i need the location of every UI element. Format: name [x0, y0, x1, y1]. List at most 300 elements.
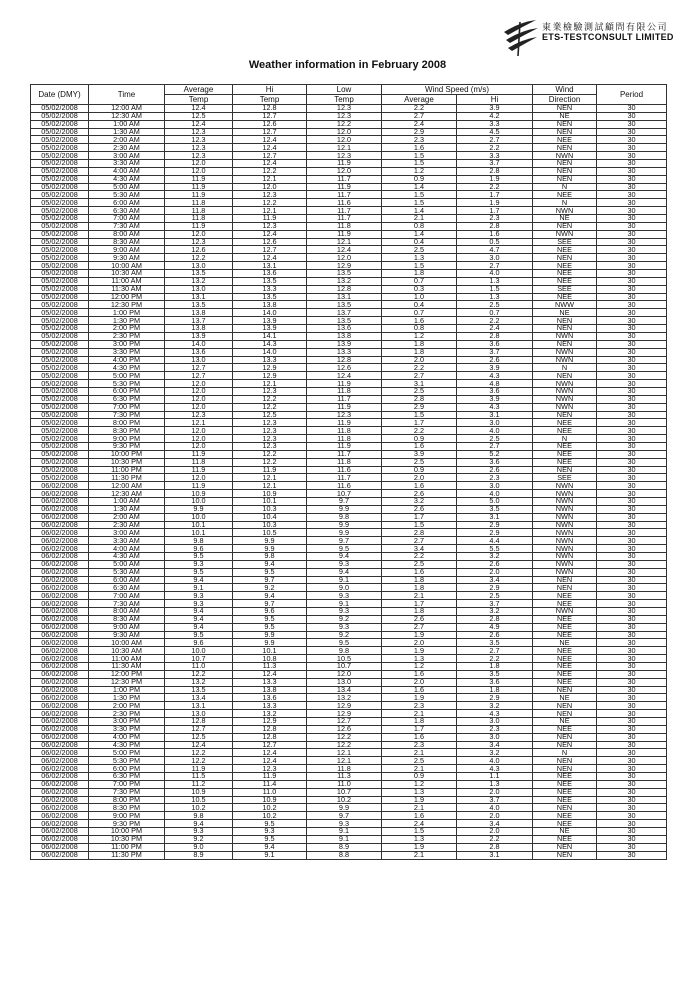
cell-period: 30 — [597, 277, 667, 285]
cell-low-temp: 12.2 — [307, 120, 382, 128]
table-row — [31, 293, 667, 301]
header-wind-direction-bottom: Direction — [533, 95, 597, 105]
cell-time: 12:00 PM — [89, 293, 165, 301]
cell-time: 3:30 AM — [89, 160, 165, 168]
cell-wind-speed-average: 1.5 — [382, 160, 457, 168]
cell-low-temp: 11.7 — [307, 450, 382, 458]
cell-low-temp: 12.3 — [307, 411, 382, 419]
cell-time: 10:00 PM — [89, 450, 165, 458]
cell-hi-temp: 13.8 — [233, 301, 307, 309]
cell-wind-direction: NEE — [533, 663, 597, 671]
cell-wind-direction: NEN — [533, 741, 597, 749]
table-row — [31, 592, 667, 600]
cell-average-temp: 13.1 — [165, 293, 233, 301]
cell-time: 3:30 PM — [89, 348, 165, 356]
cell-low-temp: 9.8 — [307, 647, 382, 655]
cell-wind-direction: NWN — [533, 545, 597, 553]
cell-period: 30 — [597, 332, 667, 340]
cell-low-temp: 9.1 — [307, 828, 382, 836]
cell-date: 05/02/2008 — [31, 395, 89, 403]
cell-time: 10:30 AM — [89, 270, 165, 278]
cell-time: 12:00 AM — [89, 482, 165, 490]
cell-hi-temp: 12.1 — [233, 482, 307, 490]
cell-hi-temp: 9.1 — [233, 851, 307, 859]
cell-hi-temp: 9.2 — [233, 584, 307, 592]
cell-wind-speed-hi: 2.9 — [457, 529, 533, 537]
table-row — [31, 199, 667, 207]
cell-low-temp: 9.5 — [307, 639, 382, 647]
cell-time: 2:00 PM — [89, 325, 165, 333]
cell-low-temp: 11.7 — [307, 215, 382, 223]
cell-low-temp: 11.3 — [307, 773, 382, 781]
cell-wind-speed-average: 2.7 — [382, 537, 457, 545]
cell-wind-speed-average: 2.5 — [382, 387, 457, 395]
cell-period: 30 — [597, 537, 667, 545]
table-row — [31, 435, 667, 443]
cell-low-temp: 11.9 — [307, 230, 382, 238]
cell-period: 30 — [597, 395, 667, 403]
cell-hi-temp: 14.3 — [233, 340, 307, 348]
cell-wind-speed-hi: 1.9 — [457, 199, 533, 207]
company-name-chinese: 東業檢驗測試顧問有限公司 — [542, 22, 669, 32]
cell-average-temp: 10.9 — [165, 788, 233, 796]
cell-average-temp: 11.9 — [165, 175, 233, 183]
cell-wind-speed-average: 1.3 — [382, 788, 457, 796]
cell-hi-temp: 12.9 — [233, 372, 307, 380]
cell-average-temp: 13.0 — [165, 285, 233, 293]
cell-period: 30 — [597, 490, 667, 498]
table-row — [31, 262, 667, 270]
cell-period: 30 — [597, 262, 667, 270]
header-low-temp-top: Low — [307, 85, 382, 95]
cell-low-temp: 11.7 — [307, 207, 382, 215]
cell-hi-temp: 9.5 — [233, 615, 307, 623]
cell-wind-direction: NEN — [533, 466, 597, 474]
cell-hi-temp: 14.0 — [233, 348, 307, 356]
table-row — [31, 136, 667, 144]
cell-wind-direction: NEN — [533, 144, 597, 152]
cell-low-temp: 10.7 — [307, 663, 382, 671]
cell-average-temp: 11.9 — [165, 222, 233, 230]
cell-wind-speed-average: 3.9 — [382, 450, 457, 458]
cell-wind-speed-hi: 2.7 — [457, 262, 533, 270]
cell-wind-speed-average: 1.5 — [382, 411, 457, 419]
cell-date: 06/02/2008 — [31, 576, 89, 584]
cell-hi-temp: 12.8 — [233, 725, 307, 733]
cell-average-temp: 12.0 — [165, 474, 233, 482]
cell-average-temp: 13.8 — [165, 325, 233, 333]
cell-low-temp: 10.7 — [307, 788, 382, 796]
table-row — [31, 694, 667, 702]
cell-low-temp: 8.8 — [307, 851, 382, 859]
cell-average-temp: 12.3 — [165, 136, 233, 144]
table-row — [31, 537, 667, 545]
cell-wind-speed-average: 1.7 — [382, 725, 457, 733]
cell-wind-direction: NEN — [533, 804, 597, 812]
cell-period: 30 — [597, 631, 667, 639]
cell-wind-direction: NWN — [533, 560, 597, 568]
cell-date: 05/02/2008 — [31, 262, 89, 270]
cell-wind-speed-average: 1.3 — [382, 254, 457, 262]
table-header — [31, 85, 667, 105]
cell-hi-temp: 9.8 — [233, 552, 307, 560]
cell-wind-direction: NEN — [533, 175, 597, 183]
cell-wind-speed-hi: 1.9 — [457, 175, 533, 183]
cell-hi-temp: 13.1 — [233, 262, 307, 270]
cell-wind-speed-hi: 2.8 — [457, 615, 533, 623]
cell-low-temp: 9.9 — [307, 529, 382, 537]
cell-low-temp: 12.9 — [307, 262, 382, 270]
cell-wind-speed-hi: 3.6 — [457, 387, 533, 395]
cell-time: 9:30 AM — [89, 254, 165, 262]
cell-time: 5:30 AM — [89, 568, 165, 576]
cell-wind-speed-average: 2.9 — [382, 403, 457, 411]
table-row — [31, 655, 667, 663]
cell-hi-temp: 9.5 — [233, 820, 307, 828]
cell-wind-speed-hi: 3.2 — [457, 702, 533, 710]
cell-low-temp: 9.3 — [307, 608, 382, 616]
cell-wind-direction: NWN — [533, 505, 597, 513]
cell-wind-speed-hi: 3.2 — [457, 608, 533, 616]
table-row — [31, 757, 667, 765]
cell-wind-direction: NEN — [533, 120, 597, 128]
cell-wind-speed-average: 1.5 — [382, 521, 457, 529]
cell-time: 2:30 PM — [89, 332, 165, 340]
cell-hi-temp: 11.9 — [233, 215, 307, 223]
cell-date: 06/02/2008 — [31, 749, 89, 757]
table-row — [31, 552, 667, 560]
table-row — [31, 458, 667, 466]
cell-average-temp: 12.7 — [165, 364, 233, 372]
cell-wind-direction: NEE — [533, 773, 597, 781]
cell-wind-speed-hi: 3.4 — [457, 741, 533, 749]
cell-wind-direction: NEE — [533, 270, 597, 278]
cell-low-temp: 11.8 — [307, 765, 382, 773]
cell-wind-speed-hi: 3.5 — [457, 505, 533, 513]
cell-period: 30 — [597, 293, 667, 301]
cell-hi-temp: 12.1 — [233, 207, 307, 215]
cell-wind-direction: NEE — [533, 835, 597, 843]
cell-time: 6:30 AM — [89, 584, 165, 592]
cell-wind-speed-hi: 3.2 — [457, 552, 533, 560]
cell-low-temp: 11.0 — [307, 780, 382, 788]
cell-wind-direction: NEE — [533, 419, 597, 427]
cell-wind-speed-average: 2.5 — [382, 458, 457, 466]
cell-date: 06/02/2008 — [31, 631, 89, 639]
cell-period: 30 — [597, 112, 667, 120]
cell-wind-speed-hi: 1.3 — [457, 277, 533, 285]
cell-hi-temp: 9.5 — [233, 568, 307, 576]
cell-wind-speed-average: 2.8 — [382, 395, 457, 403]
cell-low-temp: 13.7 — [307, 309, 382, 317]
cell-wind-speed-average: 0.3 — [382, 285, 457, 293]
cell-wind-speed-average: 1.8 — [382, 584, 457, 592]
cell-wind-speed-hi: 3.7 — [457, 600, 533, 608]
cell-date: 05/02/2008 — [31, 450, 89, 458]
header-wind-speed: Wind Speed (m/s) — [382, 85, 533, 95]
cell-average-temp: 11.8 — [165, 215, 233, 223]
cell-period: 30 — [597, 552, 667, 560]
cell-wind-speed-average: 2.5 — [382, 560, 457, 568]
table-row — [31, 325, 667, 333]
cell-average-temp: 12.7 — [165, 725, 233, 733]
cell-average-temp: 11.2 — [165, 780, 233, 788]
cell-hi-temp: 12.1 — [233, 175, 307, 183]
cell-wind-speed-hi: 2.8 — [457, 167, 533, 175]
cell-average-temp: 12.5 — [165, 112, 233, 120]
cell-average-temp: 12.8 — [165, 718, 233, 726]
cell-time: 9:30 PM — [89, 442, 165, 450]
cell-wind-speed-hi: 3.3 — [457, 120, 533, 128]
cell-period: 30 — [597, 788, 667, 796]
cell-average-temp: 9.3 — [165, 600, 233, 608]
cell-wind-direction: NE — [533, 112, 597, 120]
cell-date: 06/02/2008 — [31, 765, 89, 773]
cell-wind-speed-average: 1.7 — [382, 513, 457, 521]
cell-wind-speed-average: 1.2 — [382, 780, 457, 788]
cell-low-temp: 12.1 — [307, 238, 382, 246]
cell-period: 30 — [597, 270, 667, 278]
cell-average-temp: 10.5 — [165, 796, 233, 804]
cell-hi-temp: 9.5 — [233, 623, 307, 631]
cell-period: 30 — [597, 670, 667, 678]
cell-period: 30 — [597, 474, 667, 482]
cell-wind-direction: N — [533, 749, 597, 757]
cell-average-temp: 10.0 — [165, 497, 233, 505]
cell-date: 05/02/2008 — [31, 105, 89, 113]
cell-wind-speed-average: 2.0 — [382, 356, 457, 364]
table-row — [31, 670, 667, 678]
cell-wind-speed-average: 2.0 — [382, 639, 457, 647]
cell-wind-speed-average: 1.4 — [382, 183, 457, 191]
cell-hi-temp: 9.4 — [233, 843, 307, 851]
table-row — [31, 521, 667, 529]
table-row — [31, 702, 667, 710]
table-row — [31, 215, 667, 223]
cell-wind-speed-average: 1.9 — [382, 647, 457, 655]
table-row — [31, 144, 667, 152]
cell-low-temp: 11.6 — [307, 466, 382, 474]
cell-wind-speed-average: 3.2 — [382, 497, 457, 505]
cell-time: 5:30 PM — [89, 757, 165, 765]
cell-wind-speed-average: 1.6 — [382, 568, 457, 576]
cell-hi-temp: 9.5 — [233, 835, 307, 843]
cell-time: 7:30 AM — [89, 600, 165, 608]
cell-time: 9:30 PM — [89, 820, 165, 828]
cell-average-temp: 8.9 — [165, 851, 233, 859]
cell-average-temp: 9.3 — [165, 560, 233, 568]
cell-wind-speed-average: 1.8 — [382, 348, 457, 356]
table-row — [31, 490, 667, 498]
table-row — [31, 403, 667, 411]
cell-hi-temp: 10.3 — [233, 505, 307, 513]
cell-wind-speed-average: 2.9 — [382, 128, 457, 136]
cell-time: 11:30 PM — [89, 474, 165, 482]
cell-wind-speed-average: 2.2 — [382, 552, 457, 560]
cell-average-temp: 9.3 — [165, 592, 233, 600]
cell-wind-speed-average: 1.8 — [382, 340, 457, 348]
table-row — [31, 796, 667, 804]
cell-average-temp: 12.0 — [165, 387, 233, 395]
cell-low-temp: 13.2 — [307, 277, 382, 285]
cell-date: 05/02/2008 — [31, 285, 89, 293]
cell-hi-temp: 12.6 — [233, 120, 307, 128]
cell-time: 7:30 AM — [89, 222, 165, 230]
cell-low-temp: 9.3 — [307, 820, 382, 828]
cell-wind-speed-hi: 2.4 — [457, 325, 533, 333]
cell-wind-speed-average: 2.1 — [382, 851, 457, 859]
cell-wind-direction: NEE — [533, 600, 597, 608]
table-row — [31, 120, 667, 128]
cell-time: 4:30 AM — [89, 175, 165, 183]
cell-wind-speed-hi: 2.8 — [457, 222, 533, 230]
cell-wind-speed-hi: 2.3 — [457, 215, 533, 223]
header-low-temp-bottom: Temp — [307, 95, 382, 105]
table-row — [31, 222, 667, 230]
cell-wind-speed-average: 1.6 — [382, 442, 457, 450]
cell-wind-direction: NWN — [533, 230, 597, 238]
cell-wind-direction: NEE — [533, 725, 597, 733]
cell-wind-speed-average: 2.6 — [382, 490, 457, 498]
cell-average-temp: 11.9 — [165, 183, 233, 191]
table-row — [31, 851, 667, 859]
cell-hi-temp: 12.2 — [233, 167, 307, 175]
cell-time: 8:00 PM — [89, 796, 165, 804]
cell-wind-direction: NEE — [533, 820, 597, 828]
cell-date: 05/02/2008 — [31, 419, 89, 427]
cell-wind-direction: NEE — [533, 450, 597, 458]
cell-time: 1:30 AM — [89, 505, 165, 513]
cell-average-temp: 9.1 — [165, 584, 233, 592]
cell-period: 30 — [597, 608, 667, 616]
cell-date: 05/02/2008 — [31, 380, 89, 388]
cell-date: 06/02/2008 — [31, 482, 89, 490]
cell-time: 7:00 PM — [89, 780, 165, 788]
cell-time: 10:00 AM — [89, 639, 165, 647]
table-row — [31, 780, 667, 788]
cell-wind-speed-average: 2.5 — [382, 246, 457, 254]
cell-time: 8:00 PM — [89, 419, 165, 427]
cell-date: 06/02/2008 — [31, 608, 89, 616]
table-row — [31, 411, 667, 419]
cell-hi-temp: 13.5 — [233, 277, 307, 285]
cell-date: 05/02/2008 — [31, 309, 89, 317]
cell-wind-speed-hi: 3.7 — [457, 348, 533, 356]
cell-average-temp: 12.4 — [165, 105, 233, 113]
cell-hi-temp: 12.7 — [233, 128, 307, 136]
cell-wind-direction: NEN — [533, 128, 597, 136]
cell-wind-speed-hi: 4.7 — [457, 246, 533, 254]
cell-wind-speed-average: 2.1 — [382, 710, 457, 718]
cell-wind-direction: NWN — [533, 608, 597, 616]
table-row — [31, 631, 667, 639]
cell-date: 06/02/2008 — [31, 568, 89, 576]
header-period: Period — [597, 85, 667, 105]
cell-period: 30 — [597, 175, 667, 183]
cell-date: 06/02/2008 — [31, 655, 89, 663]
cell-date: 06/02/2008 — [31, 788, 89, 796]
cell-average-temp: 12.3 — [165, 128, 233, 136]
cell-time: 5:00 PM — [89, 749, 165, 757]
cell-wind-direction: NEN — [533, 584, 597, 592]
cell-time: 1:30 AM — [89, 128, 165, 136]
cell-date: 06/02/2008 — [31, 757, 89, 765]
cell-average-temp: 12.2 — [165, 749, 233, 757]
cell-wind-speed-average: 2.0 — [382, 678, 457, 686]
cell-average-temp: 9.4 — [165, 608, 233, 616]
cell-average-temp: 12.4 — [165, 741, 233, 749]
cell-period: 30 — [597, 592, 667, 600]
table-row — [31, 545, 667, 553]
header-wind-direction-top: Wind — [533, 85, 597, 95]
cell-date: 05/02/2008 — [31, 183, 89, 191]
table-row — [31, 576, 667, 584]
cell-period: 30 — [597, 757, 667, 765]
cell-wind-speed-average: 1.5 — [382, 262, 457, 270]
cell-period: 30 — [597, 851, 667, 859]
cell-wind-direction: NWN — [533, 332, 597, 340]
cell-wind-speed-hi: 4.0 — [457, 757, 533, 765]
cell-wind-speed-average: 1.6 — [382, 144, 457, 152]
cell-date: 05/02/2008 — [31, 152, 89, 160]
cell-low-temp: 12.1 — [307, 749, 382, 757]
cell-time: 6:00 PM — [89, 387, 165, 395]
cell-hi-temp: 11.4 — [233, 780, 307, 788]
cell-wind-direction: NEN — [533, 710, 597, 718]
company-logo — [502, 18, 687, 58]
header-hi-temp-top: Hi — [233, 85, 307, 95]
cell-wind-speed-average: 2.5 — [382, 757, 457, 765]
cell-low-temp: 9.3 — [307, 623, 382, 631]
cell-wind-speed-hi: 3.0 — [457, 254, 533, 262]
cell-wind-direction: NEE — [533, 191, 597, 199]
cell-hi-temp: 12.2 — [233, 403, 307, 411]
cell-hi-temp: 12.3 — [233, 387, 307, 395]
cell-wind-speed-average: 2.4 — [382, 120, 457, 128]
cell-wind-speed-average: 1.5 — [382, 199, 457, 207]
cell-low-temp: 11.8 — [307, 427, 382, 435]
cell-time: 7:00 AM — [89, 592, 165, 600]
cell-wind-direction: NEN — [533, 160, 597, 168]
cell-wind-direction: NEN — [533, 222, 597, 230]
cell-date: 06/02/2008 — [31, 725, 89, 733]
cell-wind-speed-average: 3.4 — [382, 545, 457, 553]
cell-hi-temp: 9.4 — [233, 560, 307, 568]
cell-time: 9:00 AM — [89, 246, 165, 254]
cell-low-temp: 9.1 — [307, 576, 382, 584]
cell-hi-temp: 10.2 — [233, 812, 307, 820]
cell-date: 05/02/2008 — [31, 175, 89, 183]
header-average-temp-bottom: Temp — [165, 95, 233, 105]
company-name-english: ETS-TESTCONSULT LIMITED — [542, 32, 674, 42]
cell-date: 05/02/2008 — [31, 403, 89, 411]
cell-time: 7:30 PM — [89, 788, 165, 796]
cell-average-temp: 9.0 — [165, 843, 233, 851]
cell-hi-temp: 12.7 — [233, 741, 307, 749]
cell-wind-speed-average: 2.7 — [382, 112, 457, 120]
cell-hi-temp: 12.1 — [233, 380, 307, 388]
cell-low-temp: 12.4 — [307, 246, 382, 254]
cell-period: 30 — [597, 584, 667, 592]
cell-average-temp: 9.9 — [165, 505, 233, 513]
cell-wind-speed-hi: 1.7 — [457, 207, 533, 215]
cell-date: 05/02/2008 — [31, 270, 89, 278]
cell-wind-direction: NWN — [533, 529, 597, 537]
cell-time: 7:00 AM — [89, 215, 165, 223]
cell-time: 2:00 AM — [89, 513, 165, 521]
cell-wind-speed-hi: 4.3 — [457, 403, 533, 411]
cell-average-temp: 12.0 — [165, 395, 233, 403]
